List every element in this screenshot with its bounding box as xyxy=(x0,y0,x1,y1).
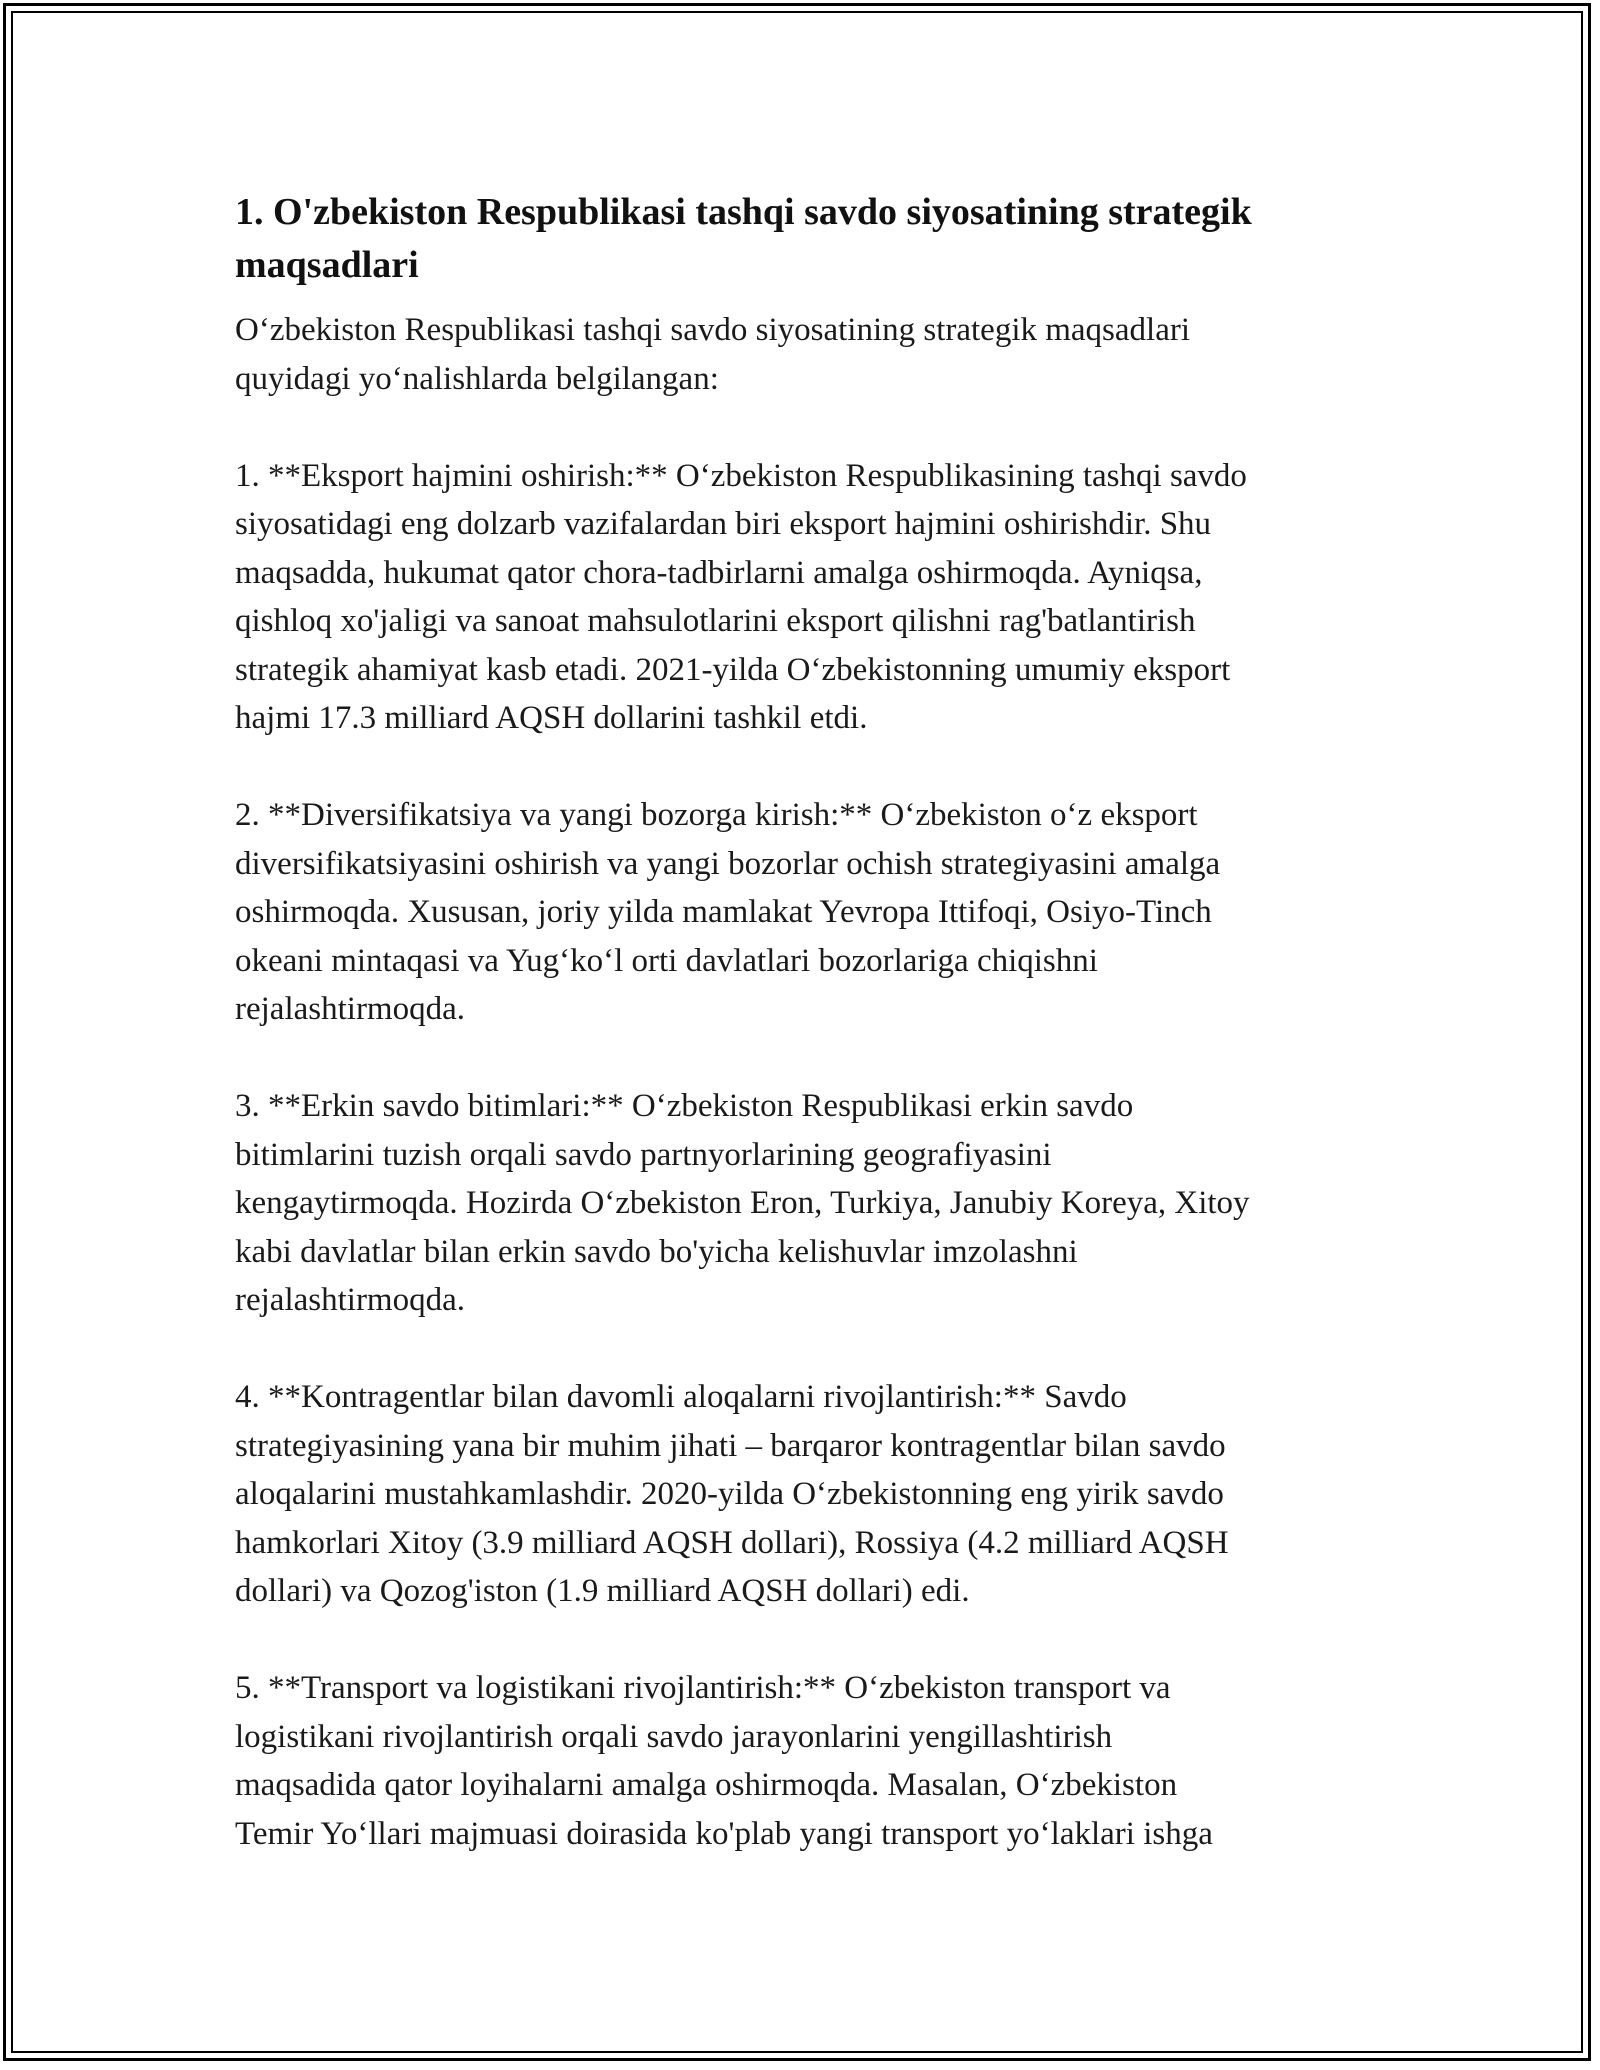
list-item-transport-logistics: 5. **Transport va logistikani rivojlantirish:** O‘zbekiston transport va logistikani rivojlantirish orqali savdo jarayonlarini yengillashtirish maqsadida qator loyihalarni amalga oshirmoqda. Masalan, O‘zbekiston Temir Yo‘llari majmuasi doirasida ko'plab yangi transport yo‘laklari ishga xyxy=(235,1670,1213,1852)
list-item-diversification: 2. **Diversifikatsiya va yangi bozorga kirish:** O‘zbekiston o‘z eksport diversifikatsiyasini oshirish va yangi bozorlar ochish strategiyasini amalga oshirmoqda. Xususan, joriy yilda mamlakat Yevropa Ittifoqi, Osiyo-Tinch okeani mintaqasi va Yug‘ko‘l orti davlatlari bozorlariga chiqishni rejalashtirmoqda. xyxy=(235,797,1221,1027)
list-item-counterparties: 4. **Kontragentlar bilan davomli aloqalarni rivojlantirish:** Savdo strategiyasining yana bir muhim jihati – barqaror kontragentlar bilan savdo aloqalarini mustahkamlashdir. 2020-yilda O‘zbekistonning eng yirik savdo hamkorlari Xitoy (3.9 milliard AQSH dollari), Rossiya (4.2 milliard AQSH dollari) va Qozog'iston (1.9 milliard AQSH dollari) edi. xyxy=(235,1379,1229,1609)
list-item-export-volume: 1. **Eksport hajmini oshirish:** O‘zbekiston Respublikasining tashqi savdo siyosatidagi eng dolzarb vazifalardan biri eksport hajmini oshirishdir. Shu maqsadda, hukumat qator chora-tadbirlarni amalga oshirmoqda. Ayniqsa, qishloq xo'jaligi va sanoat mahsulotlarini eksport qilishni rag'batlantirish strategik ahamiyat kasb etadi. 2021-yilda O‘zbekistonning umumiy eksport hajmi 17.3 milliard AQSH dollarini tashkil etdi. xyxy=(235,457,1247,736)
document-title: 1. O'zbekiston Respublikasi tashqi savdo siyosatining strategik maqsadlari xyxy=(235,191,1252,286)
intro-paragraph: O‘zbekiston Respublikasi tashqi savdo siyosatining strategik maqsadlari quyidagi yo‘nalishlarda belgilangan: xyxy=(235,312,1191,397)
list-item-free-trade: 3. **Erkin savdo bitimlari:** O‘zbekiston Respublikasi erkin savdo bitimlarini tuzish orqali savdo partnyorlarining geografiyasini kengaytirmoqda. Hozirda O‘zbekiston Eron, Turkiya, Janubiy Koreya, Xitoy kabi davlatlar bilan erkin savdo bo'yicha kelishuvlar imzolashni rejalashtirmoqda. xyxy=(235,1088,1250,1318)
document-body xyxy=(235,186,1370,1858)
